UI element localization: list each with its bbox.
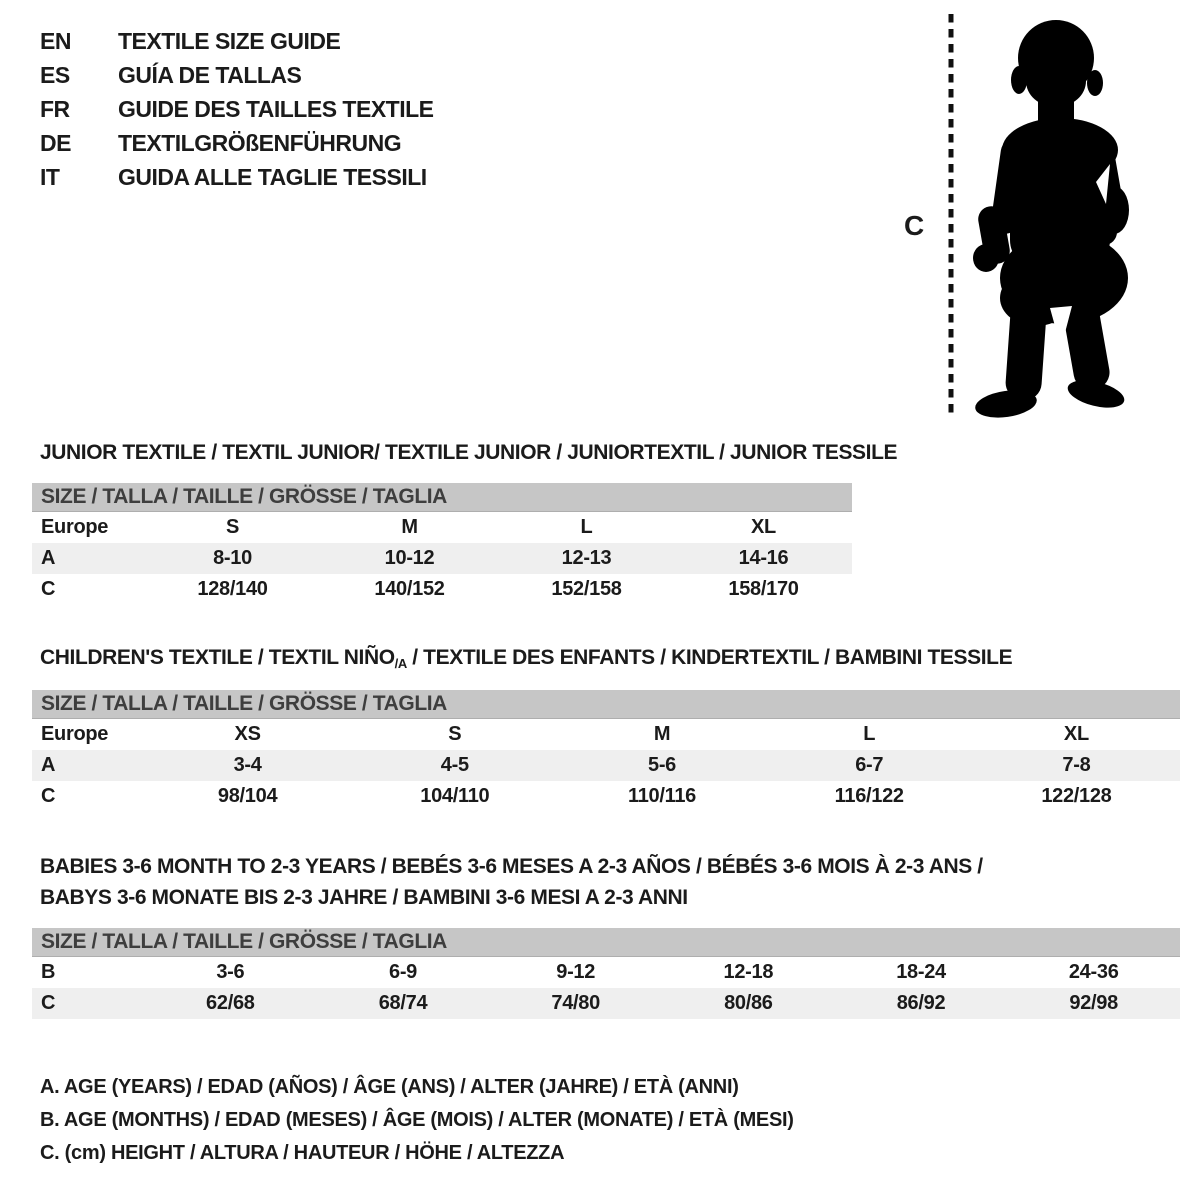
month-value: 12-18 xyxy=(723,961,774,983)
heading-text: CHILDREN'S TEXTILE / TEXTIL NIÑO xyxy=(40,646,395,669)
height-value: 74/80 xyxy=(551,992,600,1014)
guide-title: TEXTILGRÖßENFÜHRUNG xyxy=(118,129,402,156)
guide-title: GUIDA ALLE TAGLIE TESSILI xyxy=(118,163,427,190)
heading-subscript: /A xyxy=(394,656,407,671)
legend-footnotes xyxy=(40,1071,794,1170)
size-value: L xyxy=(863,723,876,745)
heading-text: / TEXTILE DES ENFANTS / KINDERTEXTIL / BAMBINI TESSILE xyxy=(406,646,1013,669)
footnote-c: C. (cm) HEIGHT / ALTURA / HAUTEUR / HÖHE / ALTEZZA xyxy=(40,1142,565,1164)
age-value: 6-7 xyxy=(855,754,884,776)
height-value: 104/110 xyxy=(420,785,490,807)
row-label: Europe xyxy=(41,516,109,538)
footnote-b: B. AGE (MONTHS) / EDAD (MESES) / ÂGE (MOIS) / ALTER (MONATE) / ETÀ (MESI) xyxy=(40,1109,794,1131)
row-label: A xyxy=(41,547,56,569)
table-row-age xyxy=(32,543,852,574)
height-value: 80/86 xyxy=(724,992,773,1014)
table-header-bar xyxy=(32,483,852,512)
children-size-table xyxy=(32,690,1180,812)
footnote-a: A. AGE (YEARS) / EDAD (AÑOS) / ÂGE (ANS) / ALTER (JAHRE) / ETÀ (ANNI) xyxy=(40,1076,739,1098)
age-value: 4-5 xyxy=(440,754,469,776)
language-code: EN xyxy=(40,27,71,54)
height-value: 98/104 xyxy=(217,785,278,807)
height-value: 68/74 xyxy=(378,992,428,1014)
babies-size-table xyxy=(32,928,1180,1019)
language-code: FR xyxy=(40,95,70,122)
height-value: 86/92 xyxy=(896,992,946,1014)
height-value: 122/128 xyxy=(1041,785,1112,807)
size-bar-label: SIZE / TALLA / TAILLE / GRÖSSE / TAGLIA xyxy=(41,485,447,508)
table-row-height xyxy=(32,781,1180,812)
toddler-silhouette-icon xyxy=(964,10,1140,422)
height-value: 140/152 xyxy=(374,578,445,600)
month-value: 24-36 xyxy=(1068,961,1119,983)
size-value: S xyxy=(448,723,462,745)
height-value: 152/158 xyxy=(551,578,622,600)
month-value: 6-9 xyxy=(389,961,418,983)
guide-title: GUÍA DE TALLAS xyxy=(118,61,302,88)
age-value: 7-8 xyxy=(1062,754,1091,776)
age-value: 10-12 xyxy=(384,547,435,569)
guide-title: GUIDE DES TAILLES TEXTILE xyxy=(118,95,434,122)
junior-size-table xyxy=(32,483,852,605)
language-code: DE xyxy=(40,129,71,156)
height-value: 110/116 xyxy=(628,785,696,807)
size-value: M xyxy=(401,516,418,538)
row-label: A xyxy=(41,754,56,776)
size-value: M xyxy=(653,723,671,745)
size-value: XL xyxy=(1063,723,1089,745)
age-value: 12-13 xyxy=(561,547,612,569)
row-label: C xyxy=(41,785,56,807)
size-value: XS xyxy=(234,723,261,745)
heading-line: BABIES 3-6 MONTH TO 2-3 YEARS / BEBÉS 3-6 MESES A 2-3 AÑOS / BÉBÉS 3-6 MOIS À 2-3 ANS / xyxy=(40,855,983,878)
table-row-height xyxy=(32,574,852,605)
row-label: C xyxy=(41,578,56,600)
language-row xyxy=(40,92,434,126)
guide-title: TEXTILE SIZE GUIDE xyxy=(118,27,341,54)
table-row-months xyxy=(32,957,1180,988)
junior-section-heading: JUNIOR TEXTILE / TEXTIL JUNIOR/ TEXTILE JUNIOR / JUNIORTEXTIL / JUNIOR TESSILE xyxy=(40,441,898,464)
language-row xyxy=(40,160,434,194)
table-header-bar xyxy=(32,690,1180,719)
age-value: 3-4 xyxy=(233,754,262,776)
age-value: 14-16 xyxy=(738,547,789,569)
height-dashed-line xyxy=(946,14,956,418)
language-code: IT xyxy=(40,163,60,190)
table-row-europe xyxy=(32,512,852,543)
height-value: 128/140 xyxy=(197,578,268,600)
row-label: C xyxy=(41,992,56,1014)
age-value: 8-10 xyxy=(213,547,252,569)
row-label: Europe xyxy=(41,723,109,745)
table-row-height xyxy=(32,988,1180,1019)
language-code: ES xyxy=(40,61,70,88)
language-row xyxy=(40,58,434,92)
table-row-age xyxy=(32,750,1180,781)
language-row xyxy=(40,126,434,160)
table-header-bar xyxy=(32,928,1180,957)
size-value: S xyxy=(225,516,240,538)
size-value: L xyxy=(580,516,593,538)
height-value: 92/98 xyxy=(1069,992,1118,1014)
children-section-heading xyxy=(40,642,1012,679)
height-value: 158/170 xyxy=(728,578,799,600)
height-value: 116/122 xyxy=(834,785,904,807)
height-measure-label: C xyxy=(904,210,925,241)
size-bar-label: SIZE / TALLA / TAILLE / GRÖSSE / TAGLIA xyxy=(41,930,447,953)
language-row xyxy=(40,24,434,58)
month-value: 3-6 xyxy=(216,961,245,983)
row-label: B xyxy=(41,961,56,983)
babies-section-heading xyxy=(40,851,983,913)
height-value: 62/68 xyxy=(206,992,255,1014)
size-value: XL xyxy=(751,516,776,538)
table-row-europe xyxy=(32,719,1180,750)
month-value: 18-24 xyxy=(896,961,946,983)
size-bar-label: SIZE / TALLA / TAILLE / GRÖSSE / TAGLIA xyxy=(41,692,447,715)
heading-line: BABYS 3-6 MONATE BIS 2-3 JAHRE / BAMBINI 3-6 MESI A 2-3 ANNI xyxy=(40,886,688,909)
age-value: 5-6 xyxy=(648,754,677,776)
month-value: 9-12 xyxy=(556,961,596,983)
language-title-list xyxy=(40,24,434,194)
